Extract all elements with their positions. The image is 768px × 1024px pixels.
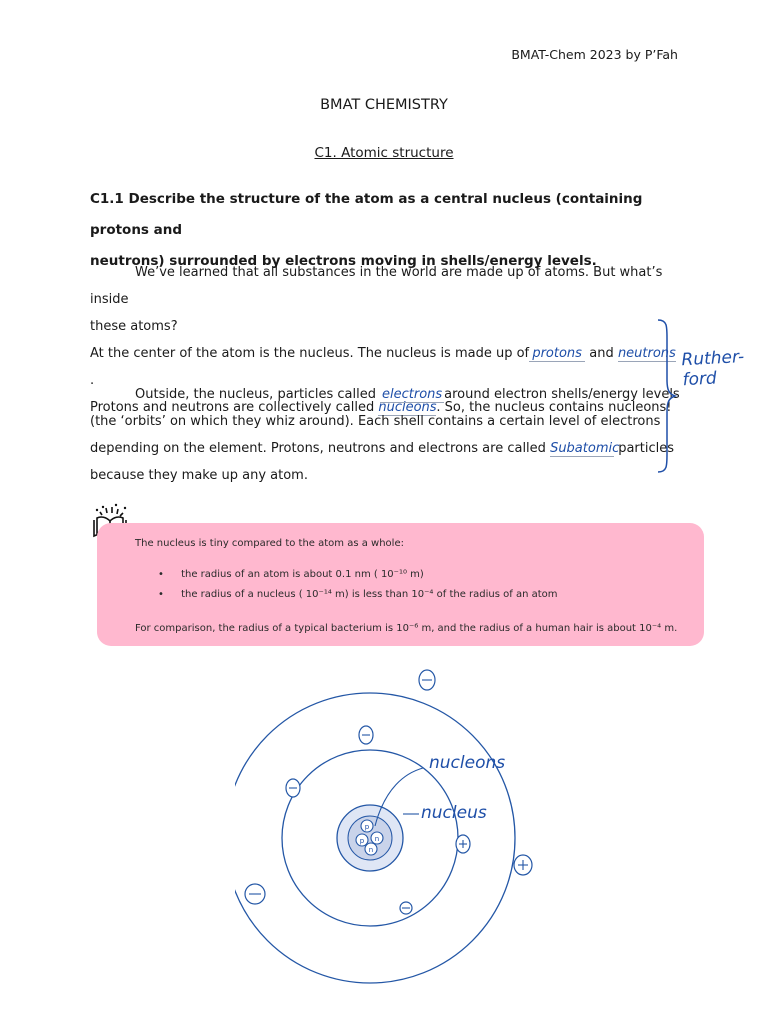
p2-line-4: because they make up any atom. [90,468,308,483]
neutron-2-label: n [368,846,374,854]
note-bullet-1 [158,569,424,580]
nucleons-label: nucleons [429,753,506,773]
nucleus-label: nucleus [421,803,487,823]
blank-nucleons: nucleons [378,400,437,415]
p2-line-3b: particles [618,441,675,456]
p1-line-4a: Protons and neutrons are collectively called [90,400,375,415]
p1-line-2: these atoms? [90,319,178,334]
proton-1-label: p [364,823,370,831]
blank-electrons: electrons [382,387,443,402]
page-header: BMAT-Chem 2023 by P’Fah [511,47,678,62]
p1-line-3c: . [90,373,95,388]
p2-line-1a: Outside, the nucleus, particles called [135,387,376,402]
rutherford-annotation: Ruther-ford [681,346,745,391]
note-intro: The nucleus is tiny compared to the atom as a whole: [135,538,404,549]
p2-line-1b: around electron shells/energy levels [444,387,680,402]
neutron-1-label: n [374,835,380,843]
blank-protons: protons [529,347,585,362]
note-comparison: For comparison, the radius of a typical bacterium is 10⁻⁶ m, and the radius of a human hair is about 10⁻⁴ m. [135,623,678,634]
note-bullet-2-text: the radius of a nucleus ( 10⁻¹⁴ m) is less than 10⁻⁴ of the radius of an atom [181,589,558,600]
heading-line-2: neutrons) surrounded by electrons moving in shells/energy levels. [90,253,597,269]
paragraph-2 [90,381,680,489]
curly-brace-annotation [655,318,679,474]
p2-line-3a: depending on the element. Protons, neutrons and electrons are called [90,441,546,456]
page-title: BMAT CHEMISTRY [320,97,448,113]
bullet-dot: • [158,589,164,600]
bullet-dot: • [158,569,164,580]
p1-line-1: We’ve learned that all substances in the world are made up of atoms. But what’s inside [90,265,663,307]
blank-subatomic: Subatomic [550,441,620,456]
note-bullet-1-text: the radius of an atom is about 0.1 nm ( 10⁻¹⁰ m) [181,569,424,580]
note-bullet-2 [158,589,558,600]
blank-neutrons: neutrons [617,346,676,361]
heading-line-1: C1.1 Describe the structure of the atom as a central nucleus (containing protons and [90,191,643,238]
p1-line-4b: . So, the nucleus contains nucleons! [436,400,672,415]
p1-line-3a: At the center of the atom is the nucleus. The nucleus is made up of [90,346,530,361]
atom-diagram [235,668,555,988]
section-title: C1. Atomic structure [314,145,454,161]
proton-2-label: p [359,837,365,845]
p1-line-3b: and [589,346,614,361]
p2-line-2: (the ‘orbits’ on which they whiz around). Each shell contains a certain level of electrons [90,414,661,429]
